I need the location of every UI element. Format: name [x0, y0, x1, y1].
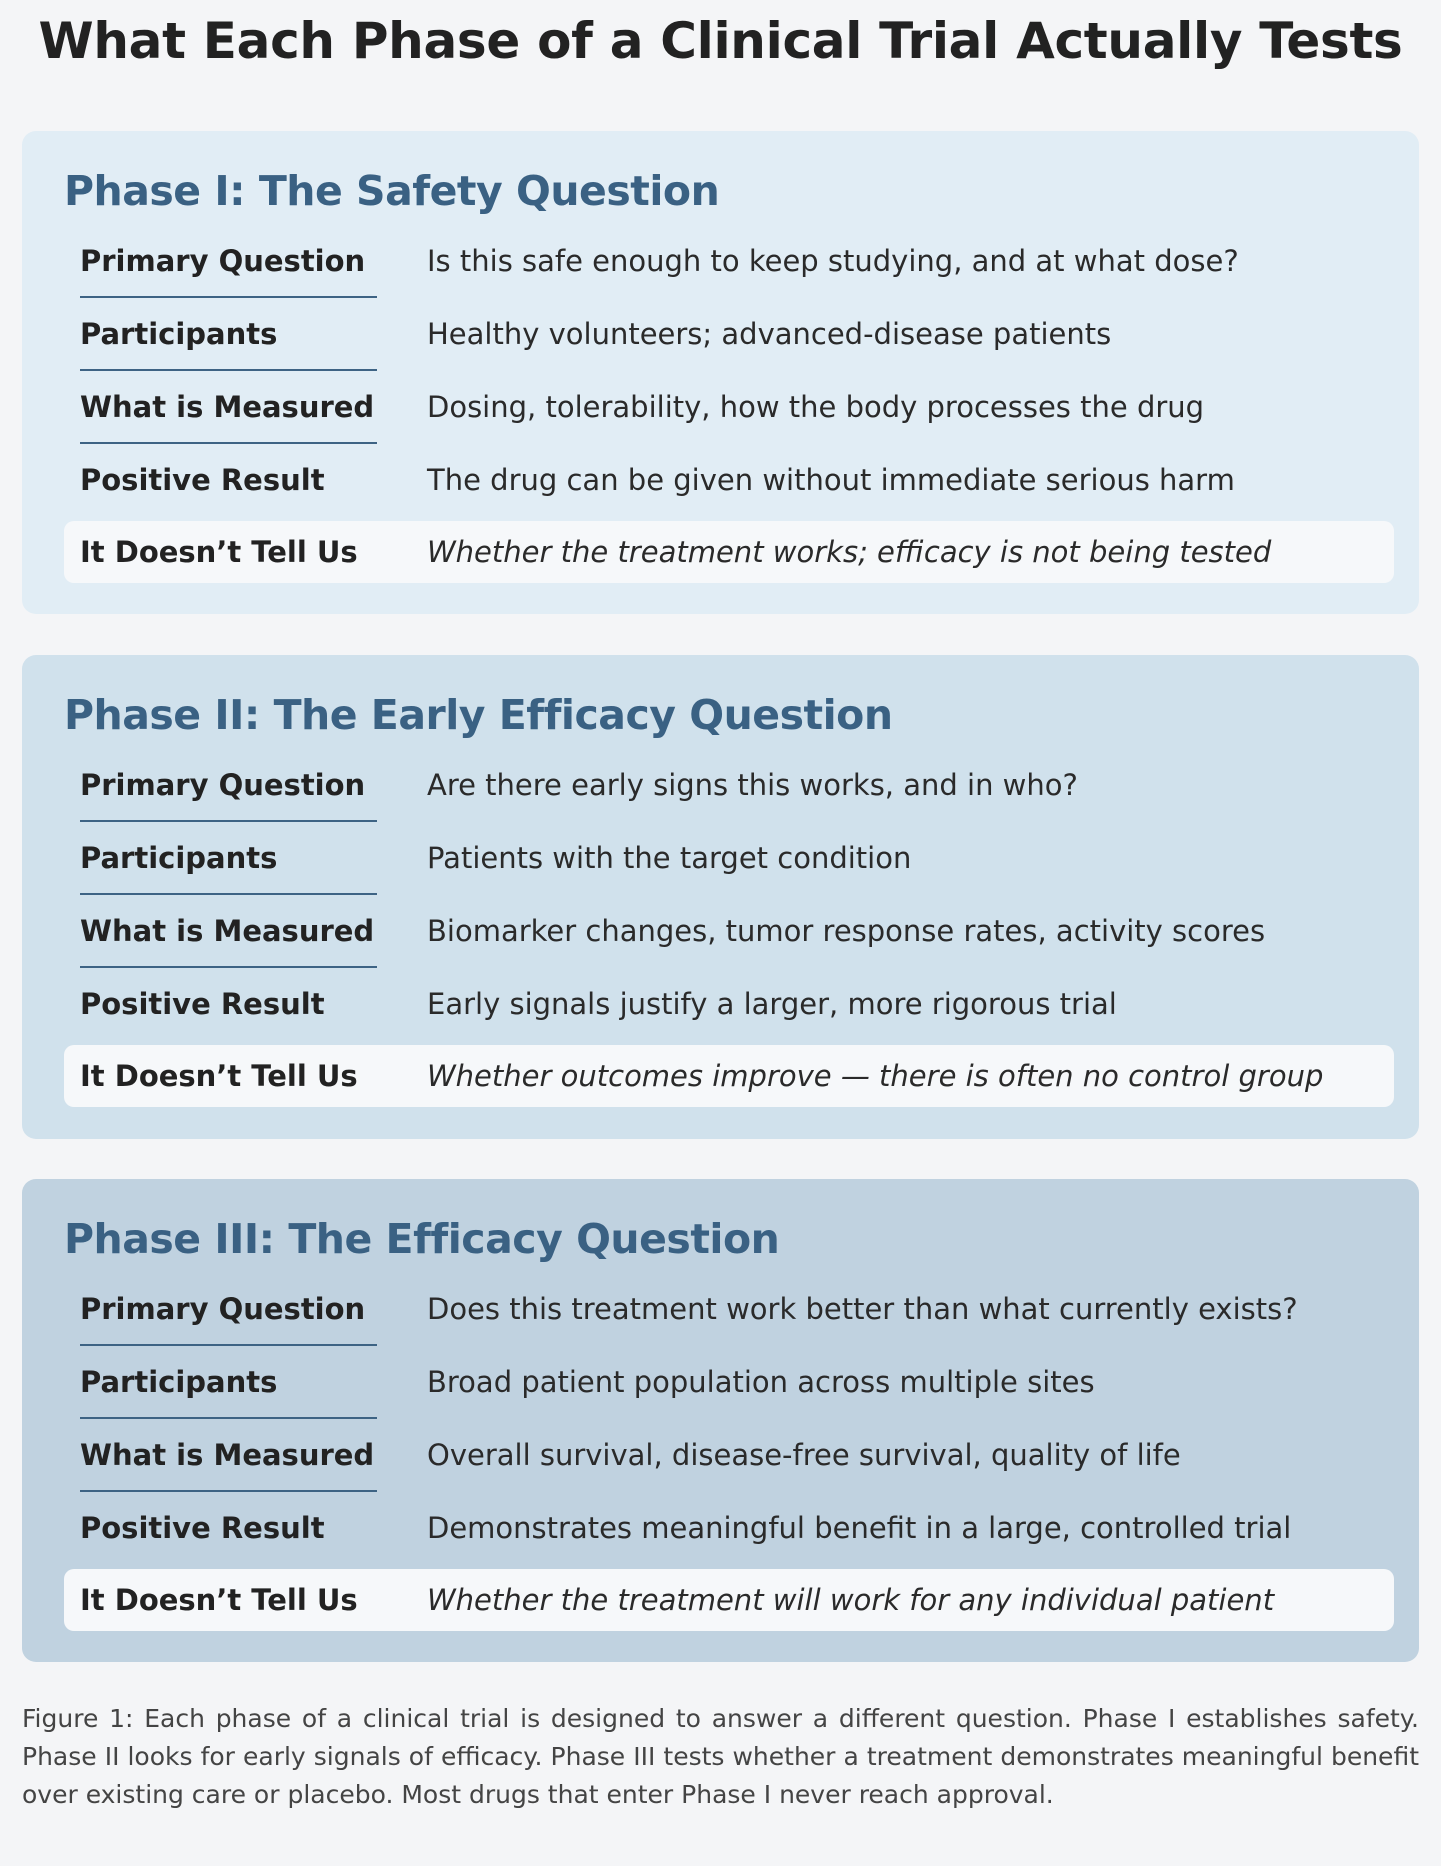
row-label: Positive Result — [80, 987, 325, 1021]
row-value: Overall survival, disease-free survival, quality of life — [427, 1438, 1181, 1472]
limitation-row — [64, 1045, 1394, 1107]
what-is-measured-row — [64, 1419, 1394, 1492]
row-value: Whether outcomes improve — there is often no control group — [427, 1059, 1324, 1093]
page-title: What Each Phase of a Clinical Trial Actually Tests — [38, 12, 1403, 70]
phase-3-card — [22, 1179, 1419, 1662]
row-value: Whether the treatment works; efficacy is not being tested — [427, 535, 1272, 569]
row-value: Early signals justify a larger, more rigorous trial — [427, 987, 1117, 1021]
primary-question-row — [64, 1273, 1394, 1346]
positive-result-row — [64, 1492, 1394, 1565]
row-label: Primary Question — [80, 768, 366, 802]
phase-1-rows — [64, 225, 1394, 583]
row-label: Participants — [80, 841, 278, 875]
row-value: Is this safe enough to keep studying, and at what dose? — [427, 244, 1239, 278]
phase-1-heading: Phase I: The Safety Question — [64, 167, 720, 215]
row-value: Whether the treatment will work for any individual patient — [427, 1583, 1275, 1617]
row-label: Participants — [80, 317, 278, 351]
row-label: Positive Result — [80, 1511, 325, 1545]
row-label: Participants — [80, 1365, 278, 1399]
row-value: Are there early signs this works, and in who? — [427, 768, 1078, 802]
row-label: What is Measured — [80, 914, 375, 948]
limitation-row — [64, 1569, 1394, 1631]
row-label: Primary Question — [80, 1292, 366, 1326]
row-label: Primary Question — [80, 244, 366, 278]
row-label: What is Measured — [80, 1438, 375, 1472]
participants-row — [64, 1346, 1394, 1419]
phase-3-rows — [64, 1273, 1394, 1631]
row-value: Does this treatment work better than what currently exists? — [427, 1292, 1298, 1326]
figure-caption: Figure 1: Each phase of a clinical trial is designed to answer a different question. Phase I establishes safety. Phase II looks for early signals of efficacy. Phase III tests whether a treatment demonstrates meaningful benefit over existing care or placebo. Most drugs that enter Phase I never reach approval. — [22, 1704, 1419, 1809]
row-value: Broad patient population across multiple sites — [427, 1365, 1095, 1399]
row-value: Healthy volunteers; advanced-disease patients — [427, 317, 1112, 351]
phase-1-card — [22, 131, 1419, 614]
participants-row — [64, 298, 1394, 371]
positive-result-row — [64, 444, 1394, 517]
positive-result-row — [64, 968, 1394, 1041]
primary-question-row — [64, 749, 1394, 822]
row-label: It Doesn’t Tell Us — [80, 535, 358, 569]
phase-3-heading: Phase III: The Efficacy Question — [64, 1215, 780, 1263]
what-is-measured-row — [64, 371, 1394, 444]
row-label: What is Measured — [80, 390, 375, 424]
phase-2-heading: Phase II: The Early Efficacy Question — [64, 691, 893, 739]
row-label: It Doesn’t Tell Us — [80, 1583, 358, 1617]
participants-row — [64, 822, 1394, 895]
what-is-measured-row — [64, 895, 1394, 968]
row-label: It Doesn’t Tell Us — [80, 1059, 358, 1093]
row-value: Biomarker changes, tumor response rates, activity scores — [427, 914, 1266, 948]
primary-question-row — [64, 225, 1394, 298]
phase-2-rows — [64, 749, 1394, 1107]
row-label: Positive Result — [80, 463, 325, 497]
row-value: Patients with the target condition — [427, 841, 912, 875]
row-value: The drug can be given without immediate serious harm — [427, 463, 1235, 497]
row-value: Demonstrates meaningful benefit in a large, controlled trial — [427, 1511, 1292, 1545]
limitation-row — [64, 521, 1394, 583]
row-value: Dosing, tolerability, how the body processes the drug — [427, 390, 1205, 424]
phase-2-card — [22, 655, 1419, 1139]
